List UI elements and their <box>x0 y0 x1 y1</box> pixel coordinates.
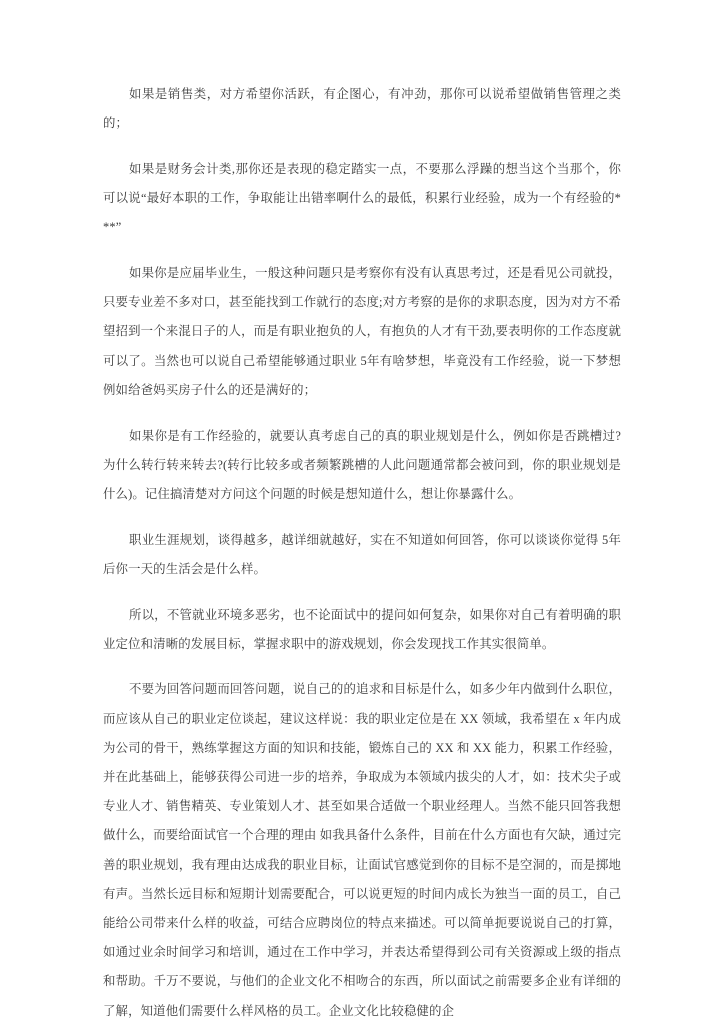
paragraph-5: 职业生涯规划，谈得越多，越详细就越好，实在不知道如何回答，你可以谈谈你觉得 5年后你一天的生活会是什么样。 <box>103 532 621 576</box>
document-text-body <box>103 80 621 1026</box>
paragraph-2: 如果是财务会计类,那你还是表现的稳定踏实一点，不要那么浮躁的想当这个当那个，你可以说“最好本职的工作，争取能让出错率啊什么的最低，积累行业经验，成为一个有经验的***” <box>103 161 621 235</box>
paragraph-1: 如果是销售类，对方希望你活跃，有企图心，有冲劲，那你可以说希望做销售管理之类的； <box>103 87 621 131</box>
paragraph-7: 不要为回答问题而回答问题，说自己的的追求和目标是什么，如多少年内做到什么职位，而应该从自己的职业定位谈起，建议这样说：我的职业定位是在 XX 领域，我希望在 x 年内成为公司的骨干，熟练掌握这方面的知识和技能，锻炼自己的 XX 和 XX 能力，积累工作经验，并在此基础上，能够获得公司进一步的培养，争取成为本领域内拔尖的人才，如：技术尖子或专业人才、销售精英、专业策划人才、甚至如果合适做一个职业经理人。当然不能只回答我想做什么，而要给面试官一个合理的理由 如我具备什么条件，目前在什么方面也有欠缺，通过完善的职业规划，我有理由达成我的职业目标，让面试官感觉到你的目标不是空洞的，而是掷地有声。当然长远目标和短期计划需要配合，可以说更短的时间内成长为独当一面的员工，自己能给公司带来什么样的收益，可结合应聘岗位的特点来描述。可以简单扼要说说自己的打算，如通过业余时间学习和培训，通过在工作中学习，并表达希望得到公司有关资源或上级的指点和帮助。千万不要说，与他们的企业文化不相吻合的东西，所以面试之前需要多企业有详细的了解，知道他们需要什么样风格的员工。企业文化比较稳健的企 <box>103 682 621 1018</box>
paragraph-4: 如果你是有工作经验的，就要认真考虑自己的真的职业规划是什么，例如你是否跳槽过?为什么转行转来转去?(转行比较多或者频繁跳槽的人此问题通常都会被问到，你的职业规划是什么)。记住搞清楚对方问这个问题的时候是想知道什么，想让你暴露什么。 <box>103 428 621 501</box>
paragraph-3: 如果你是应届毕业生，一般这种问题只是考察你有没有认真思考过，还是看见公司就投，只要专业差不多对口，甚至能找到工作就行的态度;对方考察的是你的求职态度，因为对方不希望招到一个来混日子的人，而是有职业抱负的人，有抱负的人才有干劲,要表明你的工作态度就可以了。当然也可以说自己希望能够通过职业 5年有啥梦想，毕竟没有工作经验，说一下梦想例如给爸妈买房子什么的还是满好的； <box>103 266 621 397</box>
paragraph-6: 所以，不管就业环境多恶劣，也不论面试中的提问如何复杂，如果你对自己有着明确的职业定位和清晰的发展目标，掌握求职中的游戏规划，你会发现找工作其实很简单。 <box>103 607 621 651</box>
